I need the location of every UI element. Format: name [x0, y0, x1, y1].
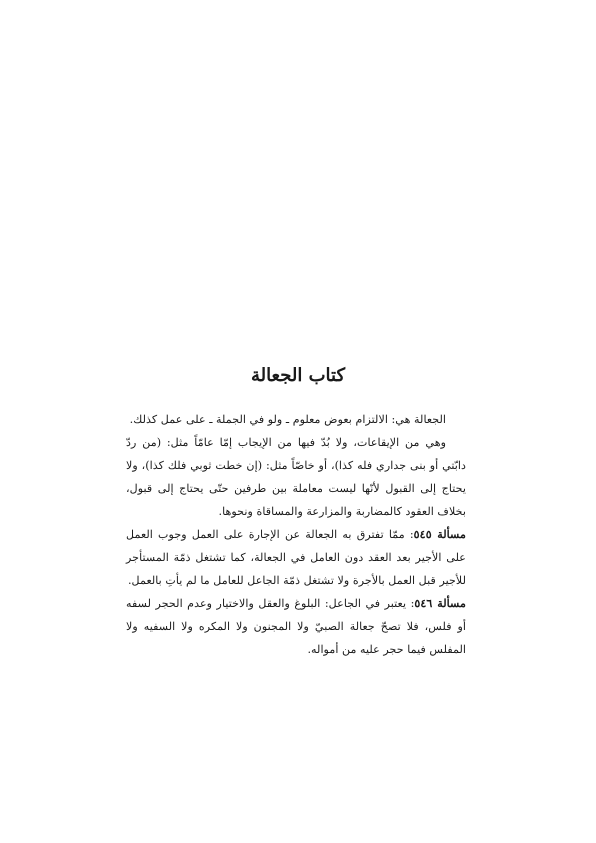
masala-text: : ممّا تفترق به الجعالة عن الإجارة على العمل وجوب العمل على الأجير بعد العقد دون العامل في الجعالة، كما تشتغل ذمّة المستأجر للأجير قبل العمل بالأجرة ولا تشتغل ذمّة الجاعل للعامل ما لم يأتِ بالعمل.: [126, 528, 466, 587]
paragraph-definition: [126, 408, 466, 431]
masala-545: [126, 523, 466, 592]
paragraph-text: وهي من الإيقاعات، ولا بُدّ فيها من الإيجاب إمّا عامّاً مثل: (من ردّ دابّتي أو بنى جداري فله كذا)، أو خاصّاً مثل: (إن خطت ثوبي فلك كذا)، ولا يحتاج إلى القبول لأنّها ليست معاملة بين طرفين حتّى يحتاج إلى قبول، بخلاف العقود كالمضاربة والمزارعة والمساقاة ونحوها.: [126, 436, 466, 518]
paragraph-text: الجعالة هي: الالتزام بعوض معلوم ـ ولو في الجملة ـ على عمل كذلك.: [129, 413, 446, 426]
masala-546: [126, 592, 466, 661]
body-text: [126, 408, 466, 661]
chapter-title: كتاب الجعالة: [250, 365, 346, 386]
masala-number: مسألة ٥٤٥: [413, 527, 466, 541]
masala-text: : يعتبر في الجاعل: البلوغ والعقل والاختيار وعدم الحجر لسفه أو فلس، فلا تصحّ جعالة الصبيّ ولا المجنون ولا المكره ولا السفيه ولا المفلس فيما حجر عليه من أمواله.: [126, 597, 466, 656]
masala-number: مسألة ٥٤٦: [414, 596, 466, 610]
paragraph-iqaat: [126, 431, 466, 523]
